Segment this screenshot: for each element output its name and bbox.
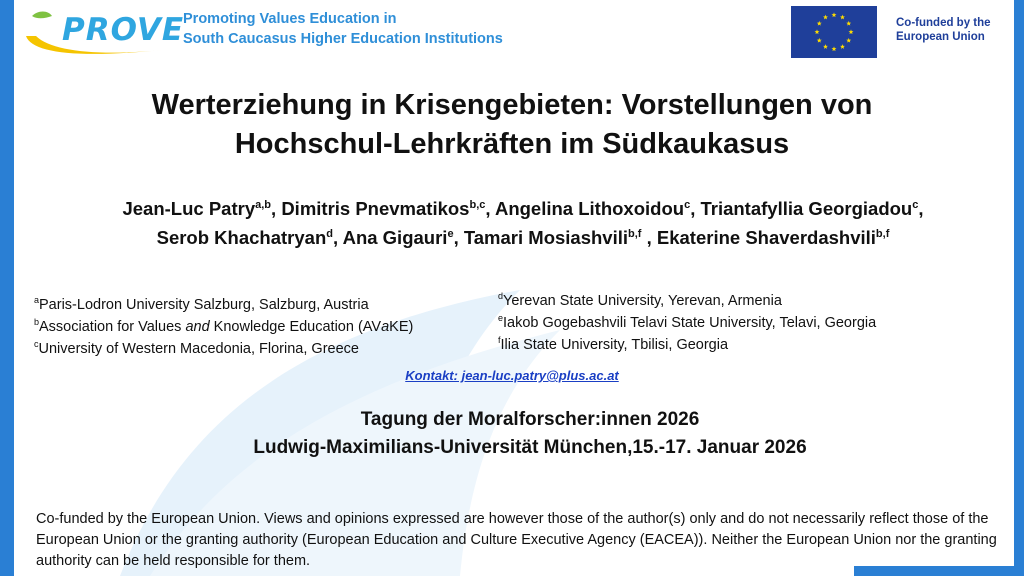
affiliation-text: KE)	[389, 319, 414, 335]
right-accent-bar	[1014, 0, 1024, 576]
affiliation-text: Association for Values	[39, 319, 186, 335]
affiliation-text-emphasis: a	[381, 319, 390, 335]
author-affiliation-sup: b,f	[875, 227, 890, 240]
author-separator: ,	[485, 198, 495, 219]
prove-logo	[22, 6, 185, 58]
author-name: Tamari Mosiashvili	[463, 227, 629, 248]
author-name: Triantafyllia Georgiadou	[700, 198, 913, 219]
affiliation-marker: e	[498, 313, 504, 324]
poster-title	[40, 86, 984, 164]
author-line-2	[18, 223, 1024, 252]
affiliation-text: Yerevan State University, Yerevan, Armenia	[503, 293, 782, 309]
affiliation-text-emphasis: and	[185, 319, 210, 335]
author-name: Angelina Lithoxoidou	[494, 198, 685, 219]
author-separator: ,	[918, 198, 924, 219]
author-separator: ,	[453, 227, 464, 248]
contact-line	[0, 368, 1024, 383]
affiliation-text: Iakob Gogebashvili Telavi State University, Telavi, Georgia	[503, 315, 877, 331]
author-affiliation-sup: c	[684, 198, 691, 211]
author-separator: ,	[641, 227, 657, 248]
affiliation-text: Ilia State University, Tbilisi, Georgia	[500, 337, 729, 353]
title-line-2: Hochschul-Lehrkräften im Südkaukasus	[234, 128, 790, 160]
author-list	[18, 194, 1024, 252]
left-accent-bar	[0, 0, 14, 576]
affiliation-text: Knowledge Education (AV	[209, 319, 382, 335]
affiliation-f	[498, 334, 876, 356]
author-affiliation-sup: b,f	[628, 227, 642, 240]
affiliation-marker: d	[498, 291, 504, 302]
affiliation-marker: f	[498, 335, 501, 346]
author-affiliation-sup: d	[326, 227, 333, 240]
eu-disclaimer: Co-funded by the European Union. Views and opinions expressed are however those of the author(s) only and do not necessarily reflect those of the European Union or the granting authority (European Education and Culture Executive Agency (EACEA)). Neither the European Union nor the granting authority can be held responsible for them.	[36, 511, 997, 569]
author-affiliation-sup: b,c	[469, 198, 486, 211]
author-affiliation-sup: e	[447, 227, 454, 240]
conference-info	[0, 406, 1024, 462]
conference-line-1: Tagung der Moralforscher:innen 2026	[360, 409, 700, 430]
author-affiliation-sup: c	[912, 198, 919, 211]
affiliation-b	[34, 316, 413, 338]
conference-line-2: Ludwig-Maximilians-Universität München,15.-17. Januar 2026	[253, 437, 807, 458]
affiliation-marker: a	[34, 295, 40, 306]
author-separator: ,	[271, 198, 282, 219]
affiliation-marker: b	[34, 317, 40, 328]
affiliations-right	[498, 290, 876, 356]
affiliation-c	[34, 338, 413, 360]
author-name: Serob Khachatryan	[156, 227, 327, 248]
author-name: Ana Gigauri	[342, 227, 448, 248]
eu-flag-icon	[791, 6, 877, 58]
title-line-1: Werterziehung in Krisengebieten: Vorstellungen von	[151, 89, 873, 121]
affiliation-d	[498, 290, 876, 312]
affiliation-marker: c	[34, 339, 39, 350]
author-separator: ,	[690, 198, 701, 219]
author-name: Ekaterine Shaverdashvili	[656, 227, 876, 248]
logo-text: PROVE	[62, 12, 185, 48]
eu-line-2: European Union	[896, 31, 985, 43]
author-name: Jean-Luc Patry	[122, 198, 256, 219]
affiliation-a	[34, 294, 413, 316]
author-line-1	[18, 194, 1024, 223]
eu-cofunded-label	[896, 16, 991, 44]
project-line-1: Promoting Values Education in	[183, 11, 397, 27]
affiliation-text: University of Western Macedonia, Florina, Greece	[38, 341, 359, 357]
project-line-2: South Caucasus Higher Education Institutions	[183, 31, 503, 47]
affiliation-text: Paris-Lodron University Salzburg, Salzburg, Austria	[39, 297, 369, 313]
project-title	[183, 9, 503, 49]
affiliations-left	[34, 294, 413, 360]
eu-line-1: Co-funded by the	[896, 17, 991, 29]
author-separator: ,	[332, 227, 343, 248]
author-name: Dimitris Pnevmatikos	[281, 198, 470, 219]
affiliation-e	[498, 312, 876, 334]
author-affiliation-sup: a,b	[255, 198, 272, 211]
contact-email-link[interactable]: Kontakt: jean-luc.patry@plus.ac.at	[405, 368, 619, 383]
